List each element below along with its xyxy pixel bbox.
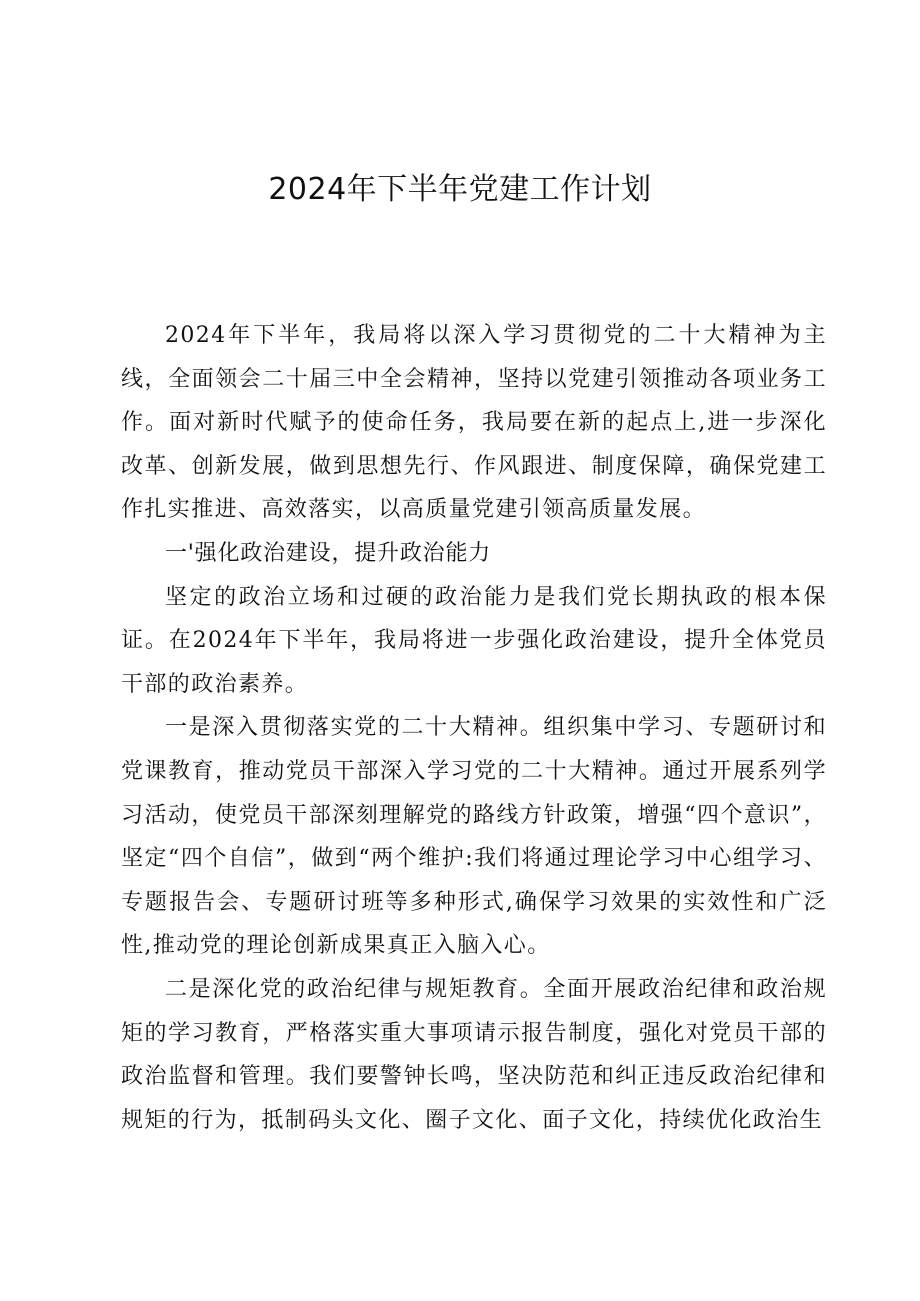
intro-paragraph: 2024年下半年，我局将以深入学习贯彻党的二十大精神为主线，全面领会二十届三中全会精神，坚持以党建引领推动各项业务工作。面对新时代赋予的使命任务，我局要在新的起点上,进一步深化改革、创新发展，做到思想先行、作风跟进、制度保障，确保党建工作扎实推进、高效落实，以高质量党建引领高质量发展。 (121, 323, 827, 523)
point-one-paragraph: 一是深入贯彻落实党的二十大精神。组织集中学习、专题研讨和党课教育，推动党员干部深入学习党的二十大精神。通过开展系列学习活动，使党员干部深刻理解党的路线方针政策，增强“四个意识”，坚定“四个自信”，做到“两个维护:我们将通过理论学习中心组学习、专题报告会、专题研讨班等多种形式,确保学习效果的实效性和广泛性,推动党的理论创新成果真正入脑入心。 (121, 715, 827, 959)
document-body (121, 314, 827, 1142)
document-title: 2024年下半年党建工作计划 (268, 172, 652, 207)
point-two-paragraph: 二是深化党的政治纪律与规矩教育。全面开展政治纪律和政治规矩的学习教育，严格落实重大事项请示报告制度，强化对党员干部的政治监督和管理。我们要警钟长鸣，坚决防范和纠正违反政治纪律和规矩的行为，抵制码头文化、圈子文化、面子文化，持续优化政治生 (121, 976, 827, 1133)
section-intro-paragraph: 坚定的政治立场和过硬的政治能力是我们党长期执政的根本保证。在2024年下半年，我局将进一步强化政治建设，提升全体党员干部的政治素养。 (121, 584, 827, 697)
section-heading: 一'强化政治建设，提升政治能力 (165, 540, 492, 566)
